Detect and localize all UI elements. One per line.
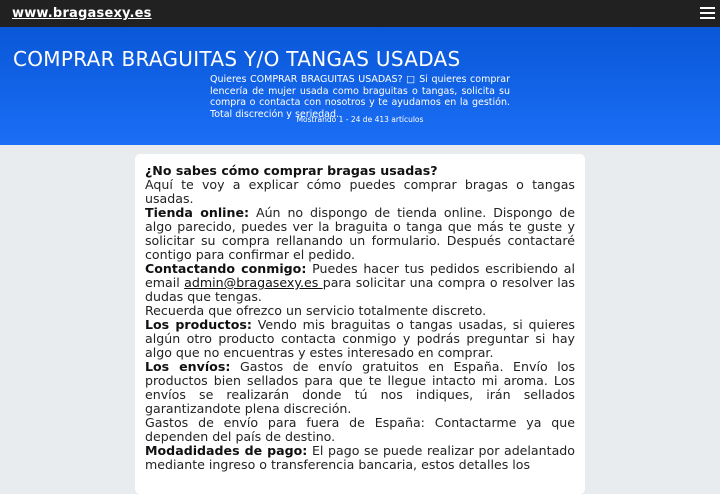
products-label: Los productos: xyxy=(145,317,252,332)
info-heading xyxy=(145,164,575,178)
products-paragraph xyxy=(145,318,575,360)
page-title: COMPRAR BRAGUITAS Y/O TANGAS USADAS xyxy=(13,47,461,71)
online-store-paragraph xyxy=(145,206,575,262)
online-store-text: Aún no dispongo de tienda online. Dispongo de algo parecido, puedes ver la braguita o tanga que más te guste y solicitar su compra rellanando un formulario. Después contactaré contigo para confirmar el pedido. xyxy=(145,205,575,262)
online-store-label: Tienda online: xyxy=(145,205,250,220)
category-description: Quieres COMPRAR BRAGUITAS USADAS? □ Si quieres comprar lencería de mujer usada como braguitas o tangas, solicita su compra o contacta con nosotros y te ayudamos en la gestión. Total discreción y seriedad. xyxy=(210,74,510,120)
info-card xyxy=(135,154,585,494)
info-intro: Aquí te voy a explicar cómo puedes comprar bragas o tangas usadas. xyxy=(145,177,575,206)
shipping-paragraph xyxy=(145,360,575,416)
menu-bar-line xyxy=(700,17,715,19)
hero-banner xyxy=(0,27,720,145)
brand-link[interactable]: www.bragasexy.es xyxy=(12,6,152,21)
contact-text: Puedes hacer tus pedidos escribiendo al email xyxy=(145,261,575,290)
products-text: Vendo mis braguitas o tangas usadas, si quieres algún otro producto contacta conmigo y podrás preguntar si hay algo que no encuentras y estes interesado en comprar. xyxy=(145,317,575,360)
payment-paragraph xyxy=(145,444,575,472)
contact-text-end: para solicitar una compra o resolver las dudas que tengas. xyxy=(145,275,575,304)
info-heading-text: ¿No sabes cómo comprar bragas usadas? xyxy=(145,163,438,178)
contact-label: Contactando conmigo: xyxy=(145,261,307,276)
menu-bar-line xyxy=(700,7,715,9)
payment-text: El pago se puede realizar por adelantado mediante ingreso o transferencia bancaria, estos detalles los xyxy=(145,443,575,472)
product-count: Mostrando 1 - 24 de 413 artículos xyxy=(296,115,424,124)
shipping-text: Gastos de envío gratuitos en España. Envío los productos bien sellados para que te llegue intacto mi aroma. Los envíos se realizarán donde tú nos indiques, irán sellados garantizandote plena discreción. xyxy=(145,359,576,416)
hamburger-menu-icon[interactable] xyxy=(700,4,715,22)
shipping-abroad-note: Gastos de envío para fuera de España: Contactarme ya que dependen del país de destino. xyxy=(145,415,575,444)
discreet-note: Recuerda que ofrezco un servicio totalmente discreto. xyxy=(145,303,487,318)
contact-paragraph xyxy=(145,262,575,304)
top-navbar xyxy=(0,0,720,27)
shipping-label: Los envíos: xyxy=(145,359,231,374)
email-link[interactable]: admin@bragasexy.es xyxy=(184,275,323,290)
payment-label: Modadidades de pago: xyxy=(145,443,308,458)
menu-bar-line xyxy=(700,12,715,14)
